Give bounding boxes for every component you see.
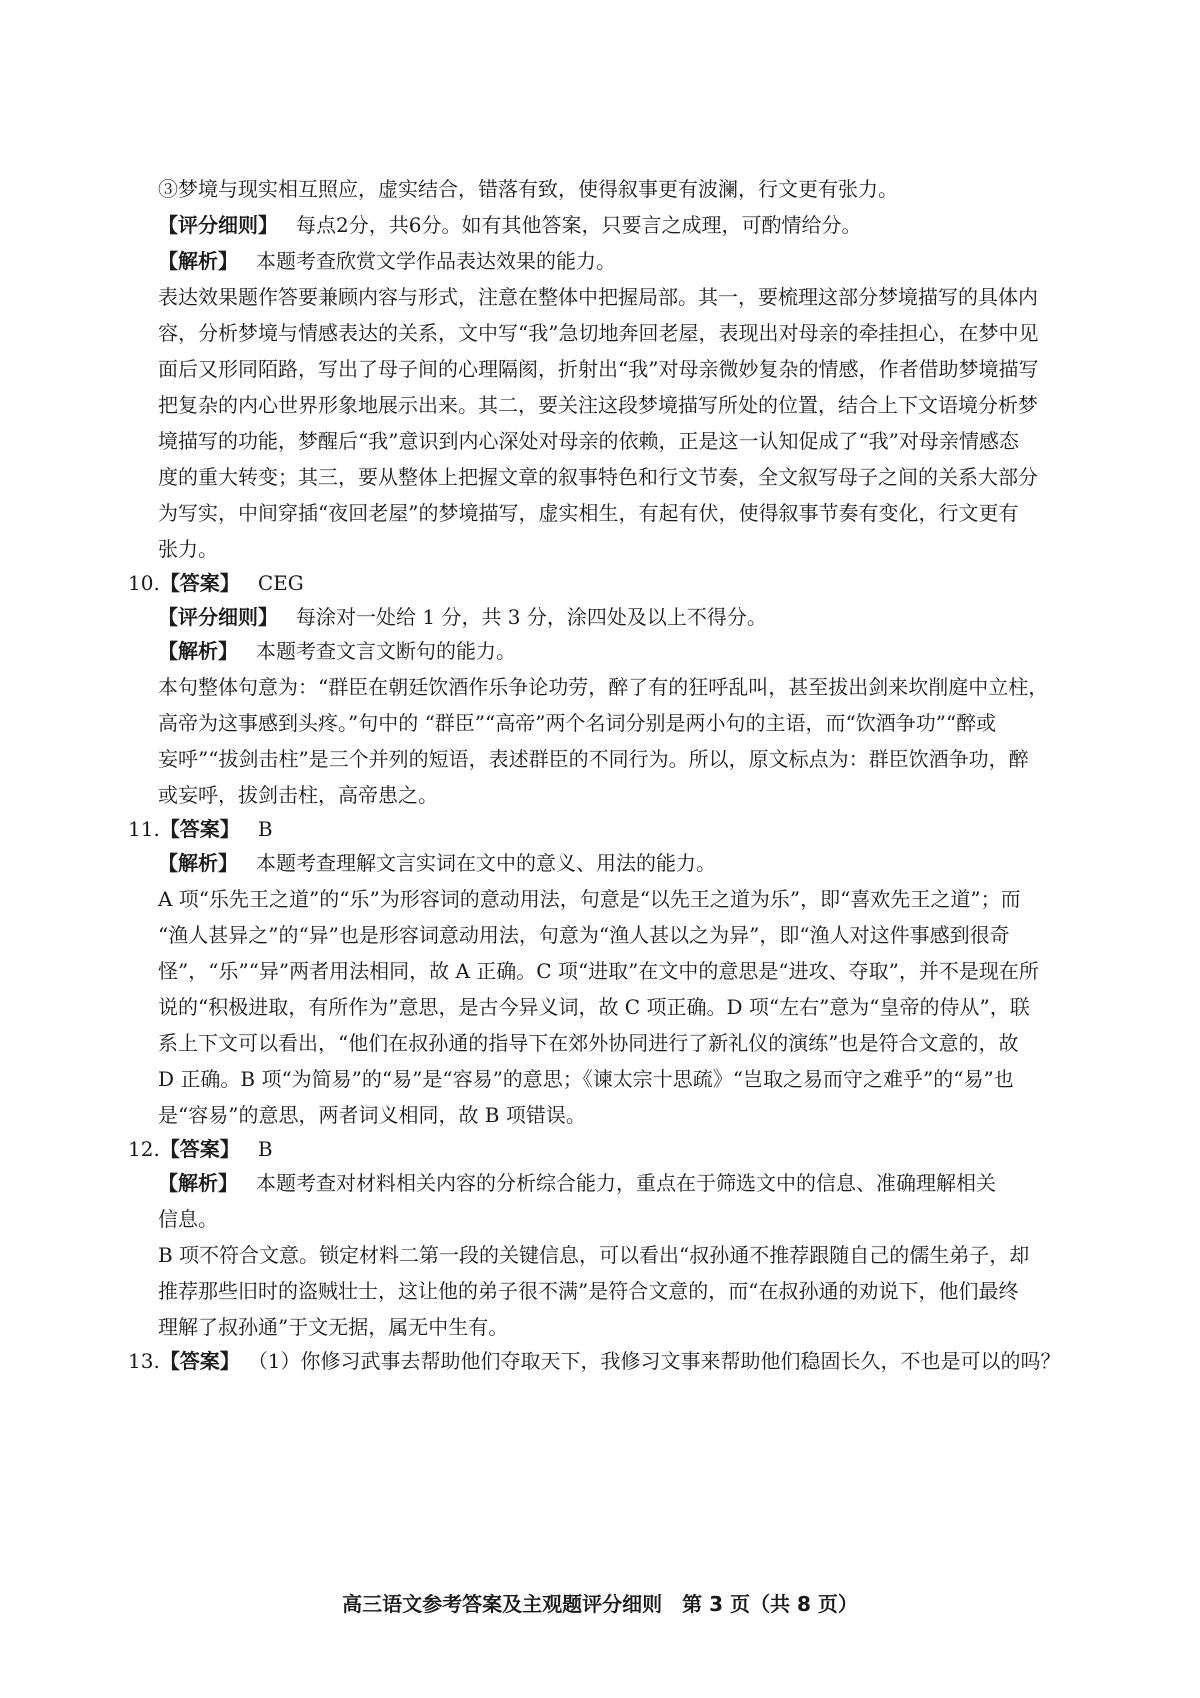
question-answer-line bbox=[128, 815, 273, 843]
text-line bbox=[158, 781, 438, 809]
text-line bbox=[158, 463, 1038, 491]
line-text: 或妄呼，拔剑击柱，高帝患之。 bbox=[158, 783, 438, 807]
line-text: 本句整体句意为：“群臣在朝廷饮酒作乐争论功劳，醉了有的狂呼乱叫，甚至拔出剑来坎削庭中立柱， bbox=[158, 675, 1049, 699]
text-line bbox=[158, 499, 1018, 527]
text-line bbox=[158, 885, 1021, 913]
line-text: 推荐那些旧时的盗贼壮士，这让他的弟子很不满”是符合文意的，而“在叔孙通的劝说下，他们最终 bbox=[158, 1279, 1019, 1303]
section-tag: 【答案】 bbox=[159, 571, 240, 595]
section-tag: 【答案】 bbox=[159, 1137, 240, 1161]
line-text: 本题考查对材料相关内容的分析综合能力，重点在于筛选文中的信息、准确理解相关 bbox=[256, 1171, 996, 1195]
text-line bbox=[158, 175, 898, 203]
question-number: 12. bbox=[128, 1137, 160, 1161]
line-text: “渔人甚异之”的“异”也是形容词意动用法，句意为“渔人甚以之为异”，即“渔人对这件事感到很奇 bbox=[158, 923, 1010, 947]
text-line bbox=[158, 993, 1030, 1021]
line-text: （1）你修习武事去帮助他们夺取天下，我修习文事来帮助他们稳固长久，不也是可以的吗？ bbox=[257, 1349, 1061, 1373]
text-line bbox=[158, 355, 1038, 383]
text-line bbox=[158, 1277, 1018, 1305]
line-text: B bbox=[257, 1137, 273, 1161]
line-text: 境描写的功能，梦醒后“我”意识到内心深处对母亲的依赖，正是这一认知促成了“我”对母亲情感态 bbox=[158, 429, 1019, 453]
section-tag: 【解析】 bbox=[158, 249, 238, 273]
text-line bbox=[158, 391, 1038, 419]
line-text: 是“容易”的意思，两者词义相同，故 B 项错误。 bbox=[158, 1103, 586, 1127]
question-number: 10. bbox=[128, 571, 160, 595]
line-text: A 项“乐先王之道”的“乐”为形容词的意动用法，句意是“以先王之道为乐”，即“喜欢先王之道”；而 bbox=[158, 887, 1021, 911]
text-line bbox=[158, 1101, 586, 1129]
line-text: 度的重大转变；其三，要从整体上把握文章的叙事特色和行文节奏，全文叙写母子之间的关系大部分 bbox=[158, 465, 1038, 489]
line-text: 高帝为这事感到头疼。”句中的 “群臣”“高帝”两个名词分别是两小句的主语，而“饮酒争功”“醉或 bbox=[158, 711, 997, 735]
line-text: 妄呼”“拔剑击柱”是三个并列的短语，表述群臣的不同行为。所以，原文标点为：群臣饮酒争功，醉 bbox=[158, 747, 1029, 771]
text-line bbox=[158, 283, 1038, 311]
line-text: 怪”，“乐”“异”两者用法相同，故 A 正确。C 项“进取”在文中的意思是“进攻、夺取”，并不是现在所 bbox=[158, 959, 1039, 983]
question-number: 13. bbox=[128, 1349, 160, 1373]
text-line bbox=[158, 1029, 1018, 1057]
text-line bbox=[158, 1065, 1014, 1093]
text-line bbox=[158, 535, 218, 563]
tagged-line bbox=[158, 849, 716, 877]
line-text: 把复杂的内心世界形象地展示出来。其二，要关注这段梦境描写所处的位置，结合上下文语境分析梦 bbox=[158, 393, 1038, 417]
section-tag: 【答案】 bbox=[159, 1349, 240, 1373]
line-text: 为写实，中间穿插“夜回老屋”的梦境描写，虚实相生，有起有伏，使得叙事节奏有变化，行文更有 bbox=[158, 501, 1019, 525]
line-text: D 正确。B 项“为简易”的“易”是“容易”的意思；《谏太宗十思疏》“岂取之易而守之难乎”的“易”也 bbox=[158, 1067, 1014, 1091]
text-line bbox=[158, 745, 1029, 773]
tagged-line bbox=[158, 247, 616, 275]
section-tag: 【评分细则】 bbox=[158, 605, 278, 629]
page-footer: 高三语文参考答案及主观题评分细则 第 3 页（共 8 页） bbox=[342, 1592, 858, 1616]
line-text: 每点2分，共6分。如有其他答案，只要言之成理，可酌情给分。 bbox=[296, 213, 862, 237]
text-line bbox=[158, 921, 1010, 949]
text-line bbox=[158, 427, 1019, 455]
section-tag: 【解析】 bbox=[158, 851, 238, 875]
tagged-line bbox=[158, 603, 767, 631]
text-line bbox=[158, 1313, 508, 1341]
line-text: B bbox=[257, 817, 273, 841]
line-text: 表达效果题作答要兼顾内容与形式，注意在整体中把握局部。其一，要梳理这部分梦境描写的具体内 bbox=[158, 285, 1038, 309]
text-line bbox=[158, 709, 996, 737]
section-tag: 【解析】 bbox=[158, 639, 238, 663]
line-text: CEG bbox=[257, 571, 304, 595]
line-text: 本题考查欣赏文学作品表达效果的能力。 bbox=[256, 249, 616, 273]
line-text: 本题考查理解文言实词在文中的意义、用法的能力。 bbox=[256, 851, 716, 875]
text-line bbox=[158, 1205, 218, 1233]
tagged-line bbox=[158, 211, 861, 239]
line-text: 本题考查文言文断句的能力。 bbox=[256, 639, 516, 663]
section-tag: 【评分细则】 bbox=[158, 213, 278, 237]
text-line bbox=[158, 1241, 1029, 1269]
question-answer-line bbox=[128, 1347, 1061, 1375]
question-answer-line bbox=[128, 569, 304, 597]
question-answer-line bbox=[128, 1135, 273, 1163]
line-text: 系上下文可以看出，“他们在叔孙通的指导下在郊外协同进行了新礼仪的演练”也是符合文意的，故 bbox=[158, 1031, 1019, 1055]
line-text: 张力。 bbox=[158, 537, 218, 561]
line-text: B 项不符合文意。锁定材料二第一段的关键信息，可以看出“叔孙通不推荐跟随自己的儒生弟子，却 bbox=[158, 1243, 1030, 1267]
tagged-line bbox=[158, 637, 516, 665]
tagged-line bbox=[158, 1169, 996, 1197]
question-number: 11. bbox=[128, 817, 160, 841]
text-line bbox=[158, 957, 1039, 985]
line-text: ③梦境与现实相互照应，虚实结合，错落有致，使得叙事更有波澜，行文更有张力。 bbox=[158, 177, 898, 201]
line-text: 每涂对一处给 1 分，共 3 分，涂四处及以上不得分。 bbox=[296, 605, 767, 629]
text-line bbox=[158, 673, 1048, 701]
line-text: 理解了叔孙通”于文无据，属无中生有。 bbox=[158, 1315, 509, 1339]
section-tag: 【解析】 bbox=[158, 1171, 238, 1195]
text-line bbox=[158, 319, 1038, 347]
line-text: 面后又形同陌路，写出了母子间的心理隔阂，折射出“我”对母亲微妙复杂的情感，作者借助梦境描写 bbox=[158, 357, 1039, 381]
section-tag: 【答案】 bbox=[159, 817, 240, 841]
line-text: 说的“积极进取，有所作为”意思，是古今异义词，故 C 项正确。D 项“左右”意为“皇帝的侍从”，联 bbox=[158, 995, 1030, 1019]
line-text: 容，分析梦境与情感表达的关系，文中写“我”急切地奔回老屋，表现出对母亲的牵挂担心，在梦中见 bbox=[158, 321, 1039, 345]
line-text: 信息。 bbox=[158, 1207, 218, 1231]
